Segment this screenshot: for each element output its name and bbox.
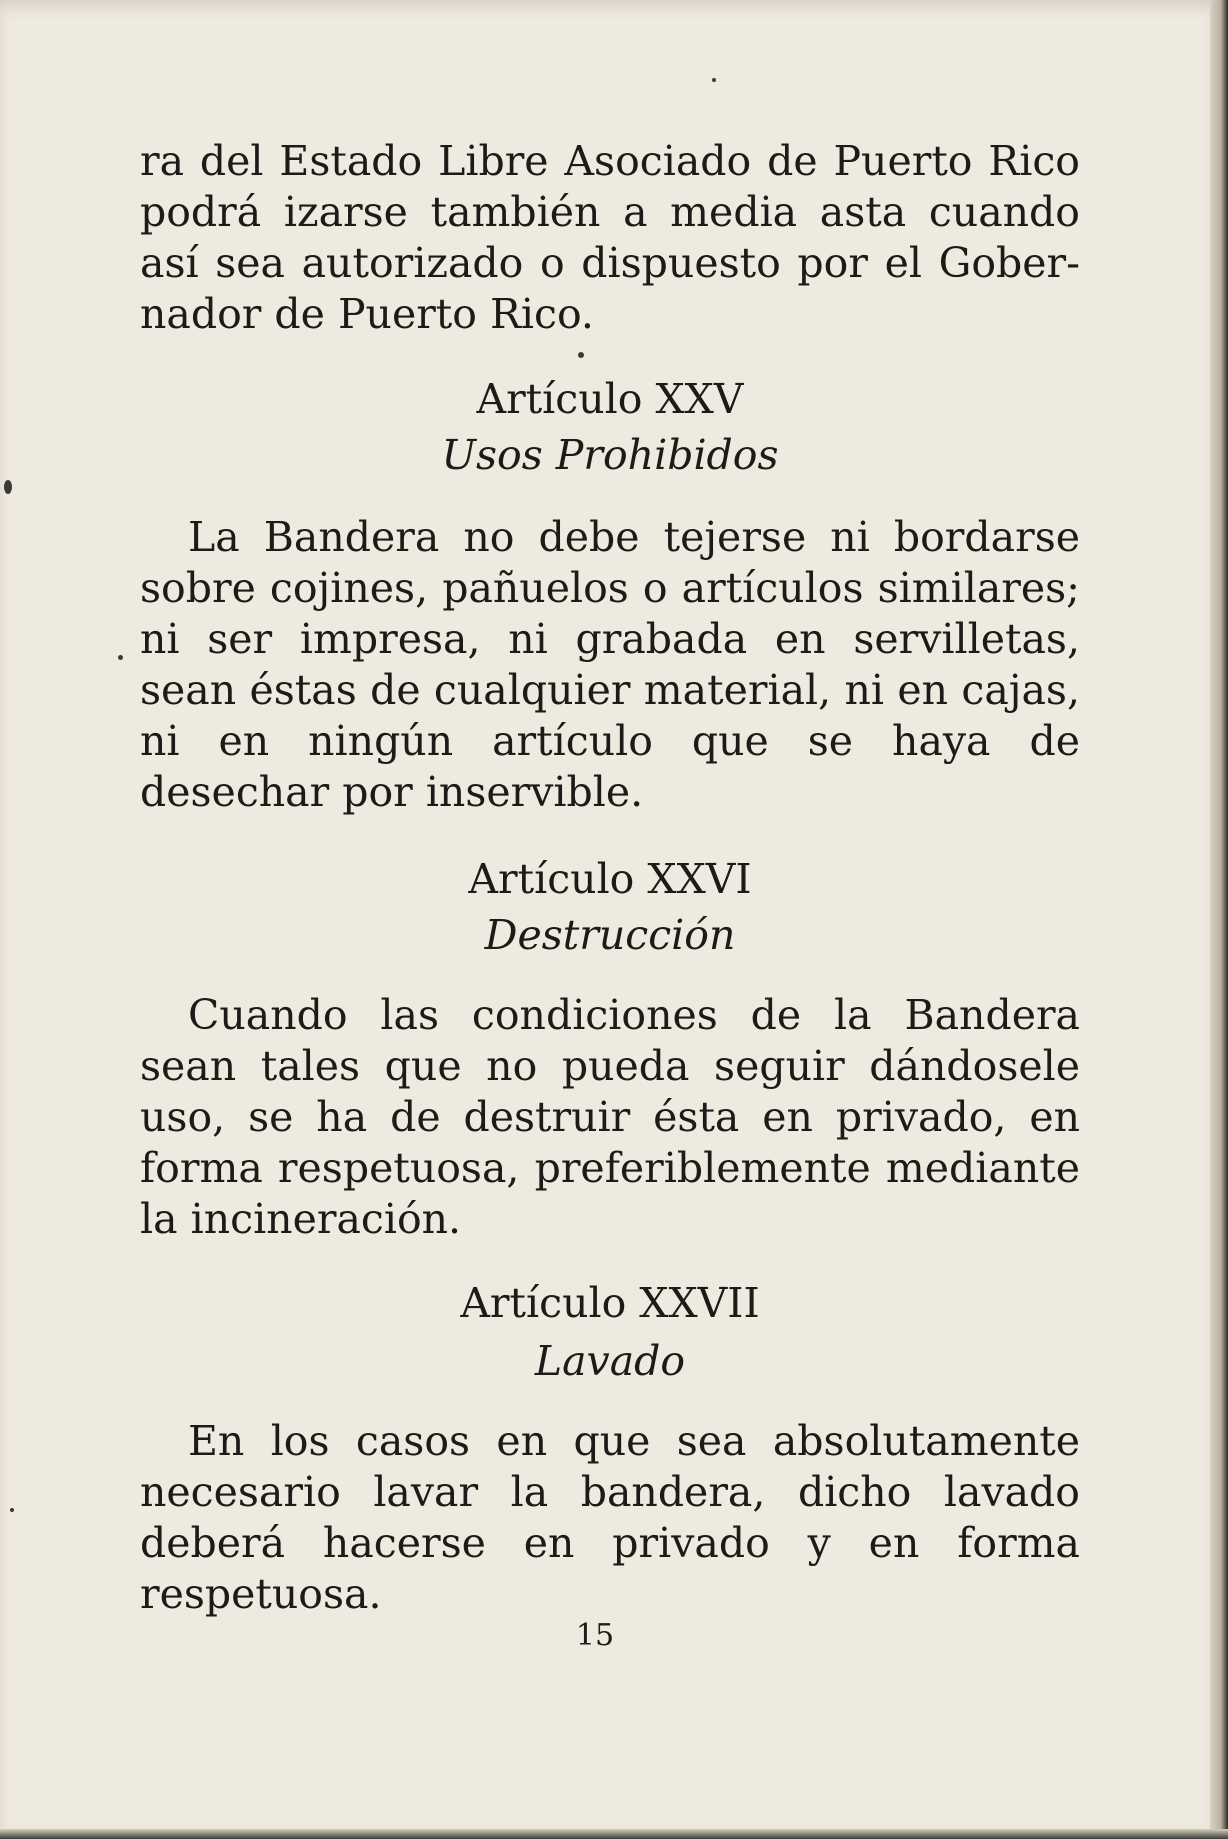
page-number: 15 — [575, 1618, 615, 1653]
continuation-paragraph: ra del Estado Libre Asociado de Puerto Rico podrá izarse también a media asta cuando así sea autorizado o dispuesto por el Gober-nador de Puerto Rico. — [140, 137, 1080, 338]
article-25-subtitle: Usos Prohibidos — [441, 431, 779, 479]
ink-speck — [118, 655, 123, 660]
article-26-heading: Artículo XXVI — [468, 855, 752, 903]
article-27-heading: Artículo XXVII — [460, 1279, 760, 1327]
article-26-body: Cuando las condiciones de la Bandera sean tales que no pueda seguir dándosele uso, se ha de destruir ésta en privado, en forma respetuosa, preferiblemente mediante la incineración. — [140, 991, 1080, 1243]
article-25-heading: Artículo XXV — [476, 375, 744, 423]
article-27-body: En los casos en que sea absolutamente necesario lavar la bandera, dicho lavado deberá hacerse en privado y en forma respetuosa. — [140, 1417, 1080, 1618]
page-bottom-edge — [0, 1829, 1228, 1839]
ink-speck — [712, 78, 716, 82]
article-25-body: La Bandera no debe tejerse ni bordarse sobre cojines, pañuelos o artículos similares; ni ser impresa, ni grabada en servilletas, sean éstas de cualquier material, ni en cajas, ni en ningún artículo que se haya de desechar por inservible. — [140, 513, 1080, 816]
page-edge-shadow — [1210, 0, 1228, 1839]
ink-speck — [4, 480, 12, 494]
article-26-subtitle: Destrucción — [484, 911, 736, 959]
article-27-subtitle: Lavado — [534, 1337, 686, 1385]
ink-speck — [578, 352, 584, 358]
ink-speck — [10, 1508, 14, 1512]
